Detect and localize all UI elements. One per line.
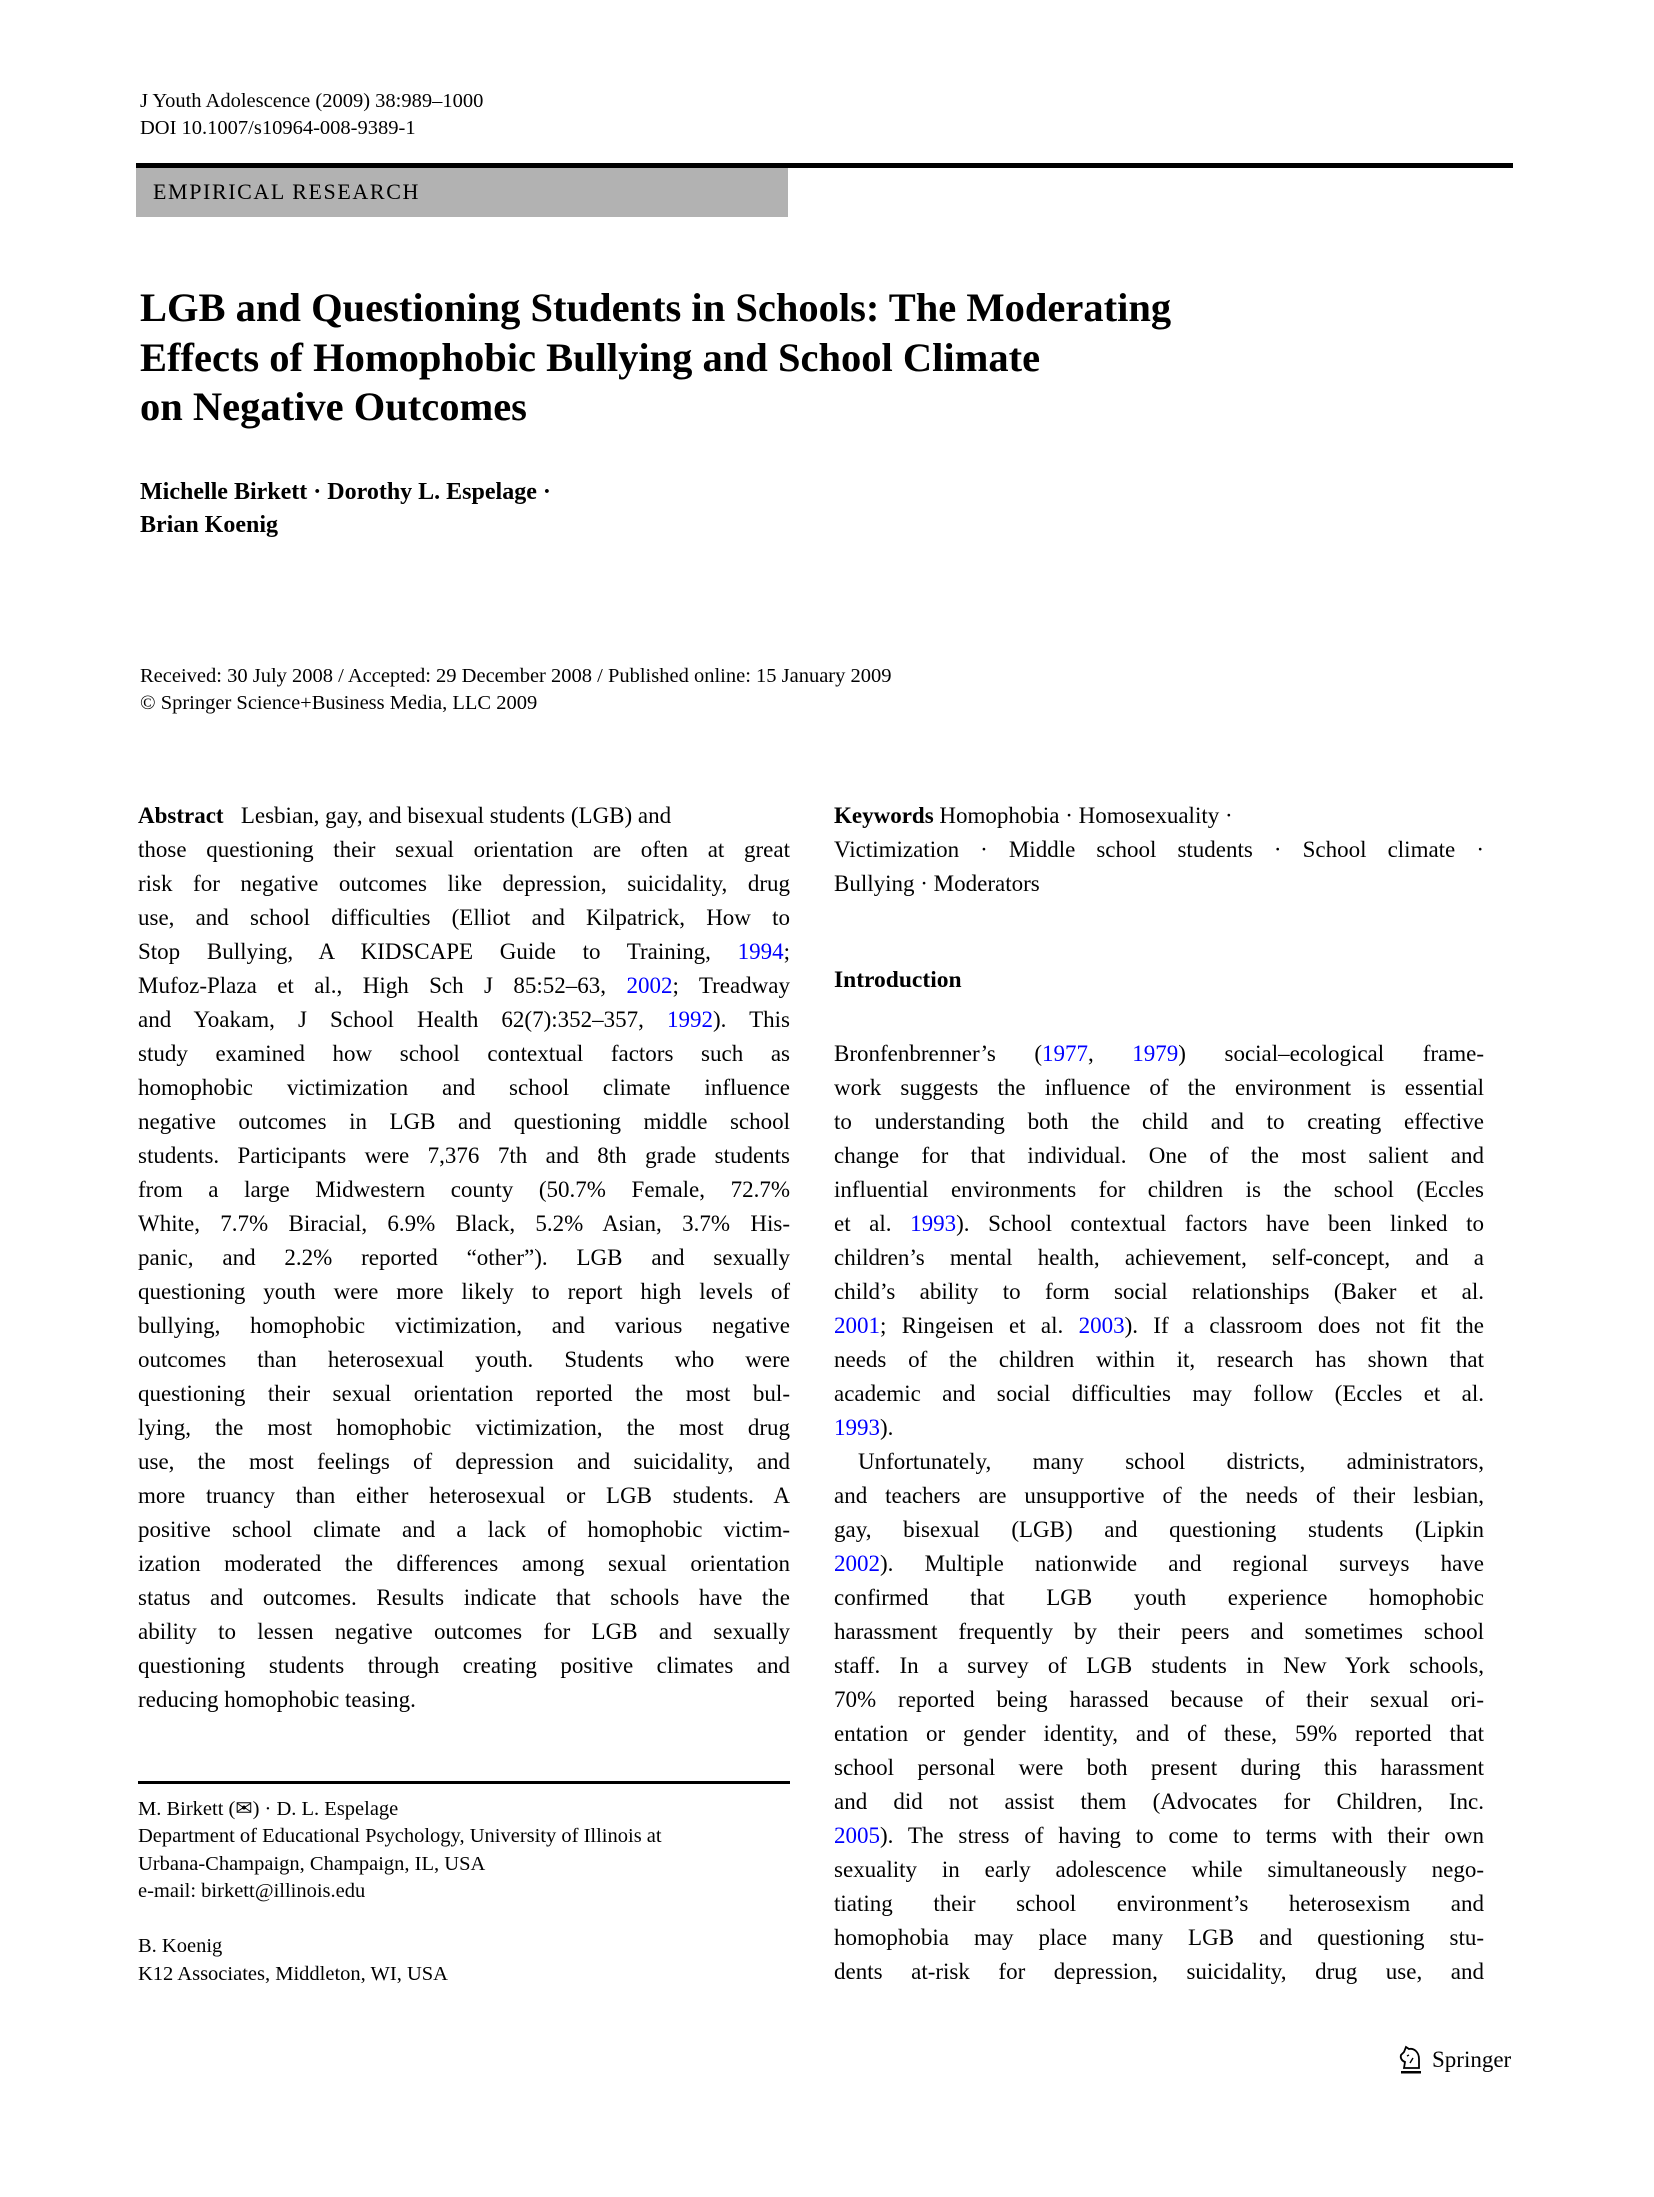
abstract-line: and Yoakam, J School Health 62(7):352–357, 1992). This [138, 1007, 790, 1032]
abstract-line: Stop Bullying, A KIDSCAPE Guide to Training, 1994; [138, 939, 790, 964]
introduction-heading: Introduction [834, 967, 962, 993]
intro-line: sexuality in early adolescence while simultaneously nego- [834, 1857, 1484, 1882]
journal-citation: J Youth Adolescence (2009) 38:989–1000 [140, 90, 484, 112]
abstract-line: Abstract Lesbian, gay, and bisexual students (LGB) and [138, 803, 672, 828]
abstract-line: panic, and 2.2% reported “other”). LGB and sexually [138, 1245, 790, 1270]
citation-link[interactable]: 1994 [737, 939, 784, 964]
doi: DOI 10.1007/s10964-008-9389-1 [140, 117, 416, 139]
authors-line: Brian Koenig [140, 512, 279, 538]
abstract-line: questioning youth were more likely to report high levels of [138, 1279, 790, 1304]
abstract-line: status and outcomes. Results indicate that schools have the [138, 1585, 790, 1610]
affiliation-location: Urbana-Champaign, Champaign, IL, USA [138, 1852, 486, 1875]
keywords-line: Keywords Homophobia · Homosexuality · [834, 803, 1233, 828]
citation-link[interactable]: 2003 [1078, 1313, 1125, 1338]
intro-line: 70% reported being harassed because of their sexual ori- [834, 1687, 1484, 1712]
intro-line: and did not assist them (Advocates for Children, Inc. [834, 1789, 1484, 1814]
citation-link[interactable]: 1979 [1132, 1041, 1179, 1066]
abstract-line: negative outcomes in LGB and questioning middle school [138, 1109, 790, 1134]
intro-line: Bronfenbrenner’s (1977, 1979) social–ecological frame- [834, 1041, 1484, 1066]
intro-line: gay, bisexual (LGB) and questioning students (Lipkin [834, 1517, 1484, 1542]
author-list [140, 476, 551, 542]
intro-line: tiating their school environment’s heterosexism and [834, 1891, 1484, 1916]
abstract-column [138, 765, 790, 1717]
affiliation-authors-line: M. Birkett (✉) · D. L. Espelage [138, 1797, 399, 1820]
intro-line: 2002). Multiple nationwide and regional surveys have [834, 1551, 1484, 1576]
intro-line: child’s ability to form social relationships (Baker et al. [834, 1279, 1484, 1304]
title-line: LGB and Questioning Students in Schools: The Moderating [140, 285, 1172, 330]
intro-line: and teachers are unsupportive of the needs of their lesbian, [834, 1483, 1484, 1508]
publisher-logo [1398, 2044, 1511, 2076]
abstract-line: lying, the most homophobic victimization, the most drug [138, 1415, 790, 1440]
knight-chess-logo-icon [1398, 2044, 1424, 2076]
abstract-line: use, and school difficulties (Elliot and Kilpatrick, How to [138, 905, 790, 930]
abstract-line: questioning students through creating positive climates and [138, 1653, 790, 1678]
section-label-bar [136, 168, 788, 217]
intro-line: Unfortunately, many school districts, administrators, [858, 1449, 1484, 1474]
abstract-line: more truancy than either heterosexual or LGB students. A [138, 1483, 790, 1508]
intro-line: academic and social difficulties may follow (Eccles et al. [834, 1381, 1484, 1406]
keywords-introduction-column [834, 765, 1484, 1989]
journal-header [140, 88, 483, 142]
keywords-line: Bullying · Moderators [834, 871, 1040, 896]
abstract-line: ability to lessen negative outcomes for LGB and sexually [138, 1619, 790, 1644]
abstract-line: from a large Midwestern county (50.7% Female, 72.7% [138, 1177, 790, 1202]
copyright: © Springer Science+Business Media, LLC 2009 [140, 692, 538, 714]
citation-link[interactable]: 2001 [834, 1313, 880, 1338]
mail-icon[interactable]: ✉ [235, 1797, 253, 1820]
intro-line: entation or gender identity, and of these, 59% reported that [834, 1721, 1484, 1746]
citation-link[interactable]: 2002 [834, 1551, 880, 1576]
abstract-line: risk for negative outcomes like depression, suicidality, drug [138, 871, 790, 896]
citation-link[interactable]: 1977 [1042, 1041, 1088, 1066]
abstract-line: ization moderated the differences among sexual orientation [138, 1551, 790, 1576]
intro-line: needs of the children within it, research has shown that [834, 1347, 1484, 1372]
affiliation-koenig-location: K12 Associates, Middleton, WI, USA [138, 1962, 448, 1985]
intro-line: harassment frequently by their peers and sometimes school [834, 1619, 1484, 1644]
intro-line: change for that individual. One of the most salient and [834, 1143, 1484, 1168]
abstract-line: students. Participants were 7,376 7th and 8th grade students [138, 1143, 790, 1168]
section-label: EMPIRICAL RESEARCH [153, 179, 420, 204]
abstract-line: outcomes than heterosexual youth. Students who were [138, 1347, 790, 1372]
keywords-line: Victimization · Middle school students · School climate · [834, 837, 1484, 862]
intro-line: et al. 1993). School contextual factors have been linked to [834, 1211, 1484, 1236]
affiliation-email[interactable]: e-mail: birkett@illinois.edu [138, 1880, 366, 1902]
abstract-line: White, 7.7% Biracial, 6.9% Black, 5.2% Asian, 3.7% His- [138, 1211, 790, 1236]
received-accepted-published: Received: 30 July 2008 / Accepted: 29 December 2008 / Published online: 15 January 2009 [140, 665, 892, 687]
intro-line: 1993). [834, 1415, 894, 1440]
authors-line: Michelle Birkett · Dorothy L. Espelage · [140, 479, 551, 505]
intro-line: school personal were both present during this harassment [834, 1755, 1484, 1780]
intro-line: homophobia may place many LGB and questioning stu- [834, 1925, 1484, 1950]
citation-link[interactable]: 1993 [834, 1415, 880, 1440]
abstract-line: those questioning their sexual orientation are often at great [138, 837, 790, 862]
intro-line: 2005). The stress of having to come to terms with their own [834, 1823, 1484, 1848]
intro-line: to understanding both the child and to creating effective [834, 1109, 1484, 1134]
citation-link[interactable]: 2002 [626, 973, 673, 998]
abstract-line: bullying, homophobic victimization, and various negative [138, 1313, 790, 1338]
abstract-label: Abstract [138, 803, 224, 828]
abstract-line: study examined how school contextual factors such as [138, 1041, 790, 1066]
citation-link[interactable]: 1993 [910, 1211, 957, 1236]
title-line: Effects of Homophobic Bullying and School Climate [140, 334, 1041, 380]
abstract-line: Mufoz-Plaza et al., High Sch J 85:52–63, 2002; Treadway [138, 973, 790, 998]
publisher-name: Springer [1432, 2047, 1512, 2072]
intro-line: confirmed that LGB youth experience homophobic [834, 1585, 1484, 1610]
intro-line: 2001; Ringeisen et al. 2003). If a classroom does not fit the [834, 1313, 1485, 1338]
intro-line: children’s mental health, achievement, self-concept, and a [834, 1245, 1484, 1270]
abstract-line: use, the most feelings of depression and suicidality, and [138, 1449, 790, 1474]
abstract-line: questioning their sexual orientation reported the most bul- [138, 1381, 790, 1406]
intro-line: staff. In a survey of LGB students in New York schools, [834, 1653, 1484, 1678]
citation-link[interactable]: 1992 [667, 1007, 713, 1032]
affiliation-koenig: B. Koenig [138, 1935, 223, 1957]
intro-line: influential environments for children is the school (Eccles [834, 1177, 1484, 1202]
keywords-label: Keywords [834, 803, 934, 828]
intro-line: work suggests the influence of the environment is essential [834, 1075, 1484, 1100]
title-line: on Negative Outcomes [140, 384, 527, 429]
intro-line: dents at-risk for depression, suicidality, drug use, and [834, 1959, 1484, 1984]
abstract-line: reducing homophobic teasing. [138, 1687, 416, 1712]
abstract-line: positive school climate and a lack of homophobic victim- [138, 1517, 790, 1542]
affiliation-department: Department of Educational Psychology, University of Illinois at [138, 1825, 662, 1847]
publication-dates [140, 663, 892, 717]
author-affiliations [138, 1756, 798, 1988]
citation-link[interactable]: 2005 [834, 1823, 880, 1848]
abstract-line: homophobic victimization and school climate influence [138, 1075, 790, 1100]
article-title [140, 283, 1440, 432]
